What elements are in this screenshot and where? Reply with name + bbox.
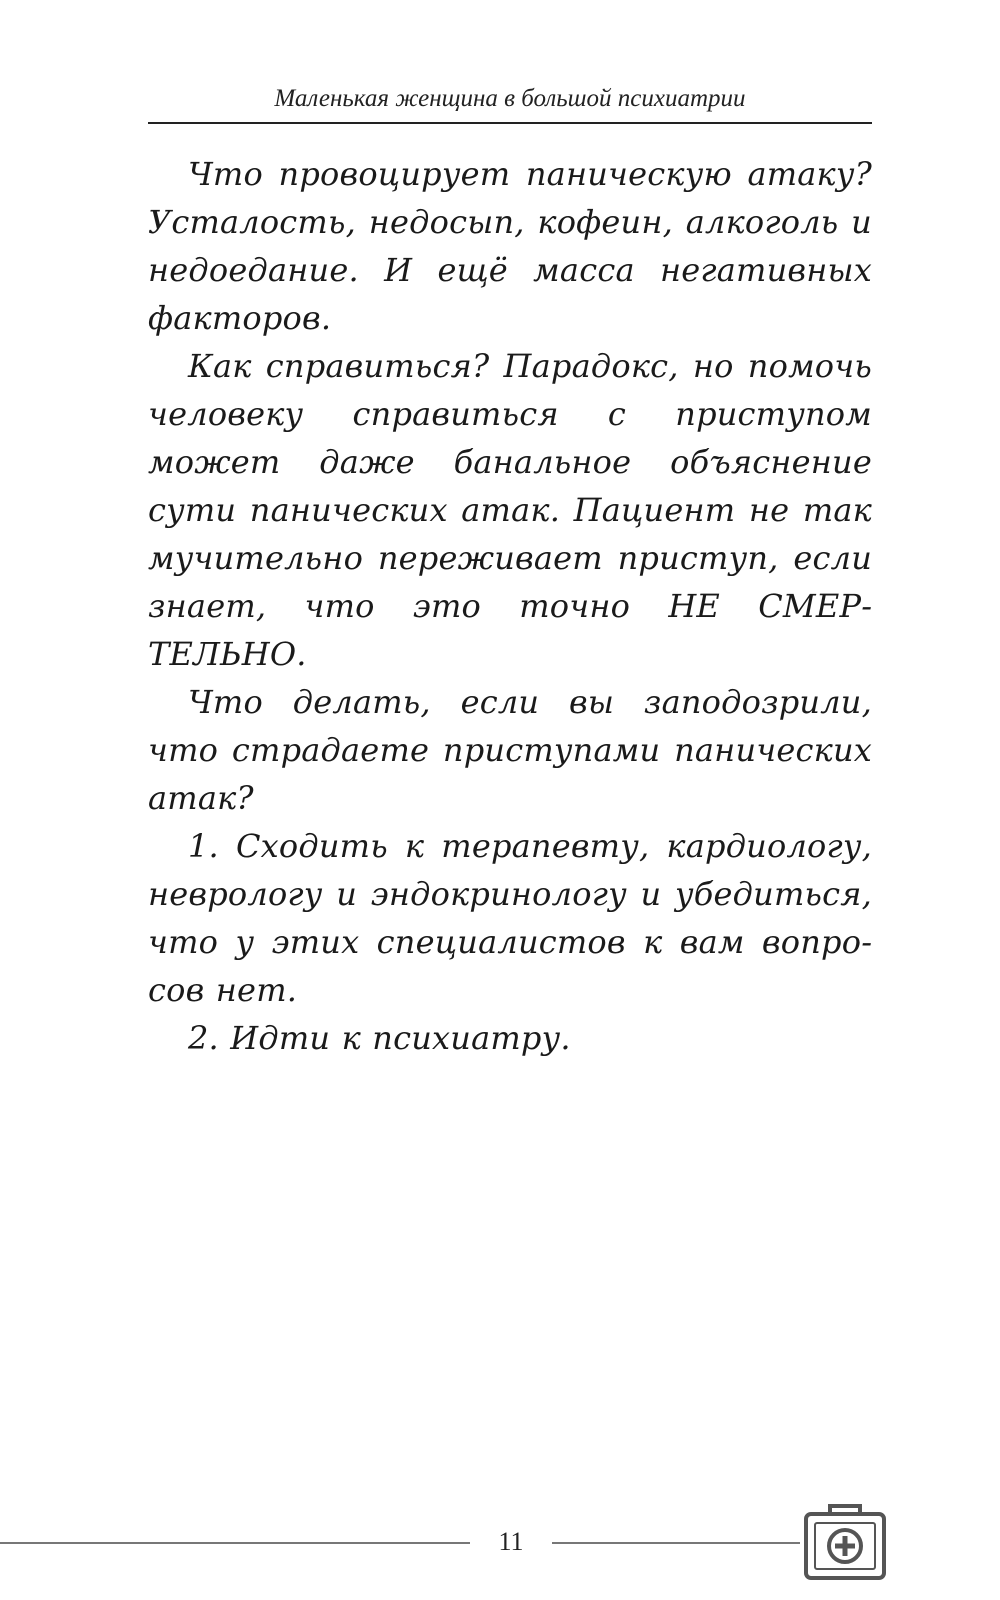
list-item-2: 2. Идти к психиатру.: [188, 1019, 571, 1057]
paragraph-what-to-do: Что делать, если вы заподозрили, что страдаете приступами панических атак?: [148, 683, 872, 817]
page-body: [148, 150, 872, 1062]
paragraph-coping: Как справиться? Парадокс, но помочь человеку справиться с приступом может даже банальное объяснение сути панических атак. Пациент не так мучительно переживает приступ, если знает, что это точно НЕ СМЕРТЕЛЬНО.: [148, 347, 872, 673]
first-aid-kit-icon: [802, 1500, 888, 1582]
footer-rule-left: [0, 1542, 470, 1544]
paragraph-triggers: Что провоцирует паническую атаку? Усталость, недосып, кофеин, алкоголь и недоедание. И ещё масса негативных факторов.: [148, 155, 872, 337]
running-title: Маленькая женщина в большой психиатрии: [274, 85, 746, 112]
header-rule: [148, 122, 872, 124]
footer-rule-right: [552, 1542, 800, 1544]
list-item-1: 1. Сходить к терапевту, кардиологу, неврологу и эндокринологу и убедиться, что у этих специалистов к вам вопросов нет.: [148, 827, 872, 1009]
page-number: 11: [498, 1527, 524, 1556]
